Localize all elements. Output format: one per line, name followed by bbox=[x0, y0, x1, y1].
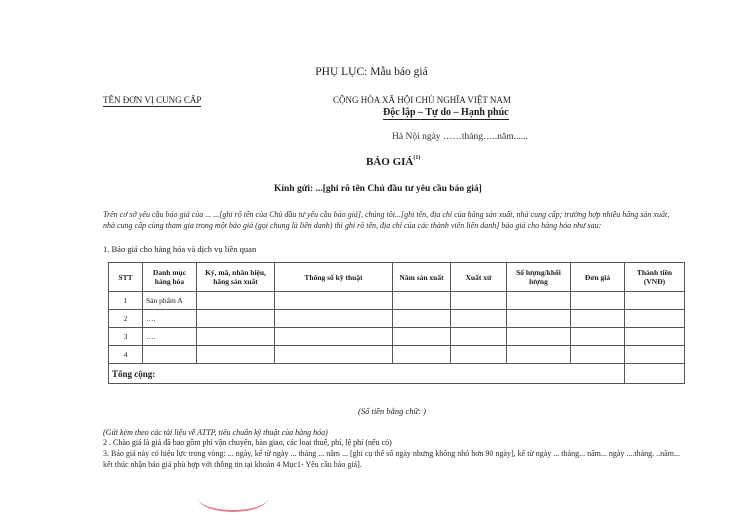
table-row bbox=[109, 310, 685, 328]
cell bbox=[275, 328, 393, 346]
cell bbox=[625, 328, 685, 346]
header-code-brand: Ký, mã, nhãn hiệu, hãng sản xuất bbox=[197, 263, 275, 292]
cell bbox=[571, 310, 625, 328]
header-year: Năm sản xuất bbox=[393, 263, 451, 292]
document-title-text: BÁO GIÁ bbox=[366, 156, 414, 168]
clause-3: 3. Báo giá này có hiệu lực trong vòng: ... ngày, kể từ ngày ... tháng ... năm ... [ghi cụ thể số ngày nhưng không nhỏ hơn 90 ngày], kể từ ngày ... tháng... năm... ngày ....tháng. ..năm... kết thúc nhận báo giá phù hợp với thông tin tại khoản 4 Mục1- Yêu cầu báo giá]. bbox=[103, 449, 680, 469]
cell bbox=[625, 310, 685, 328]
row-stt: 1 bbox=[109, 292, 143, 310]
cell bbox=[393, 328, 451, 346]
header-stt: STT bbox=[109, 263, 143, 292]
total-row bbox=[109, 364, 685, 384]
cell bbox=[571, 328, 625, 346]
cell bbox=[625, 346, 685, 364]
document-title bbox=[366, 156, 420, 168]
cell bbox=[451, 328, 507, 346]
header-unit-price: Đơn giá bbox=[571, 263, 625, 292]
row-item-name bbox=[143, 346, 197, 364]
row-item-name: …. bbox=[143, 328, 197, 346]
cell bbox=[571, 346, 625, 364]
amount-in-words: (Số tiền bằng chữ: ) bbox=[358, 406, 426, 416]
attachments-note: (Gửi kèm theo các tài liệu về ATTP, tiêu chuẩn kỹ thuật của hàng hóa) bbox=[103, 428, 328, 437]
cell bbox=[197, 346, 275, 364]
supplier-name: TÊN ĐƠN VỊ CUNG CẤP bbox=[103, 95, 202, 105]
cell bbox=[197, 292, 275, 310]
intro-paragraph: Trên cơ sở yêu cầu báo giá của ... ...[ghi rõ tên của Chủ đầu tư yêu cầu báo giá], chúng tôi...[ghi tên, địa chỉ của hãng sản xuất, nhà cung cấp; trường hợp nhiều hãng sản xuất, nhà cung cấp cùng tham gia trong một báo giá (gọi chung là liên danh) thì ghi rõ tên, địa chỉ của các thành viên liên danh] báo giá cho hàng hóa như sau: bbox=[103, 210, 670, 230]
cell bbox=[507, 346, 571, 364]
cell bbox=[571, 292, 625, 310]
cell bbox=[393, 346, 451, 364]
cell bbox=[197, 328, 275, 346]
national-motto: Độc lập – Tự do – Hạnh phúc bbox=[383, 107, 509, 118]
header-quantity: Số lượng/khối lượng bbox=[507, 263, 571, 292]
cell bbox=[507, 292, 571, 310]
cell bbox=[451, 346, 507, 364]
appendix-title: PHỤ LỤC: Mẫu báo giá bbox=[315, 66, 428, 78]
row-stt: 4 bbox=[109, 346, 143, 364]
header-amount: Thành tiền (VNĐ) bbox=[625, 263, 685, 292]
cell bbox=[507, 328, 571, 346]
cell bbox=[275, 292, 393, 310]
row-item-name: Sản phẩm A bbox=[143, 292, 197, 310]
cell bbox=[275, 346, 393, 364]
total-label: Tổng cộng: bbox=[109, 364, 625, 384]
table-row bbox=[109, 346, 685, 364]
total-amount-cell bbox=[625, 364, 685, 384]
header-spec: Thông số kỹ thuật bbox=[275, 263, 393, 292]
cell bbox=[451, 310, 507, 328]
cell bbox=[507, 310, 571, 328]
section-1-heading: 1. Báo giá cho hàng hóa và dịch vụ liên quan bbox=[103, 244, 257, 254]
cell bbox=[197, 310, 275, 328]
row-stt: 3 bbox=[109, 328, 143, 346]
cell bbox=[451, 292, 507, 310]
header-origin: Xuất xứ bbox=[451, 263, 507, 292]
table-row bbox=[109, 328, 685, 346]
row-item-name: …. bbox=[143, 310, 197, 328]
table-header-row bbox=[109, 263, 685, 292]
quotation-table bbox=[108, 262, 685, 384]
greeting: Kính gửi: ...[ghi rõ tên Chủ đầu tư yêu cầu báo giá] bbox=[274, 184, 482, 194]
clause-2: 2 . Chào giá là giá đã bao gồm phí vận chuyển, bàn giao, các loại thuế, phí, lệ phí (nếu có) bbox=[103, 438, 392, 447]
cell bbox=[393, 292, 451, 310]
header-item-name: Danh mục hàng hóa bbox=[143, 263, 197, 292]
table-row bbox=[109, 292, 685, 310]
footnote-marker: (1) bbox=[413, 155, 421, 161]
cell bbox=[275, 310, 393, 328]
red-stamp-mark bbox=[198, 484, 268, 512]
cell bbox=[625, 292, 685, 310]
cell bbox=[393, 310, 451, 328]
republic-heading: CỘNG HÒA XÃ HỘI CHỦ NGHĨA VIỆT NAM bbox=[333, 95, 511, 105]
row-stt: 2 bbox=[109, 310, 143, 328]
place-date: Hà Nội ngày ……tháng…..năm...... bbox=[392, 132, 528, 142]
